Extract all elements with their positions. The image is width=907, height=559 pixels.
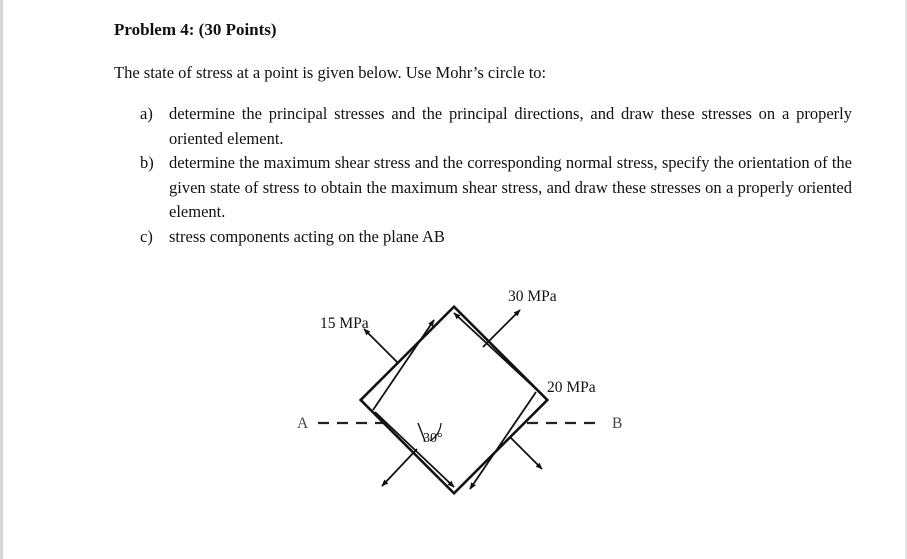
normal-stress-arrow-right — [510, 437, 542, 469]
normal-stress-arrow-lower — [382, 449, 417, 486]
stress-shear-label: 20 MPa — [547, 379, 596, 396]
normal-stress-arrow-upper — [483, 310, 520, 347]
problem-intro: The state of stress at a point is given below. Use Mohr’s circle to: — [114, 63, 547, 82]
task-label: c) — [140, 226, 153, 246]
stress-element — [361, 307, 548, 494]
task-label: a) — [140, 104, 153, 123]
task-text: stress components acting on the plane AB — [169, 226, 445, 246]
normal-stress-arrow-left — [364, 329, 398, 363]
task-text: determine the principal stresses and the principal directions, and draw these stresses on a properly oriented element. — [169, 104, 852, 148]
problem-title: Problem 4: (30 Points) — [114, 20, 277, 39]
plane-end-label: B — [612, 415, 623, 432]
plane-start-label: A — [297, 415, 309, 432]
angle-label: 30° — [423, 431, 443, 446]
task-text: determine the maximum shear stress and the corresponding normal stress, specify the orientation of the given state of stress to obtain the maximum shear stress, and draw these stresses on a properly oriented element. — [169, 153, 852, 221]
task-label: b) — [140, 153, 154, 172]
stress-left-label: 15 MPa — [320, 315, 369, 332]
stress-normal-label: 30 MPa — [508, 288, 557, 305]
